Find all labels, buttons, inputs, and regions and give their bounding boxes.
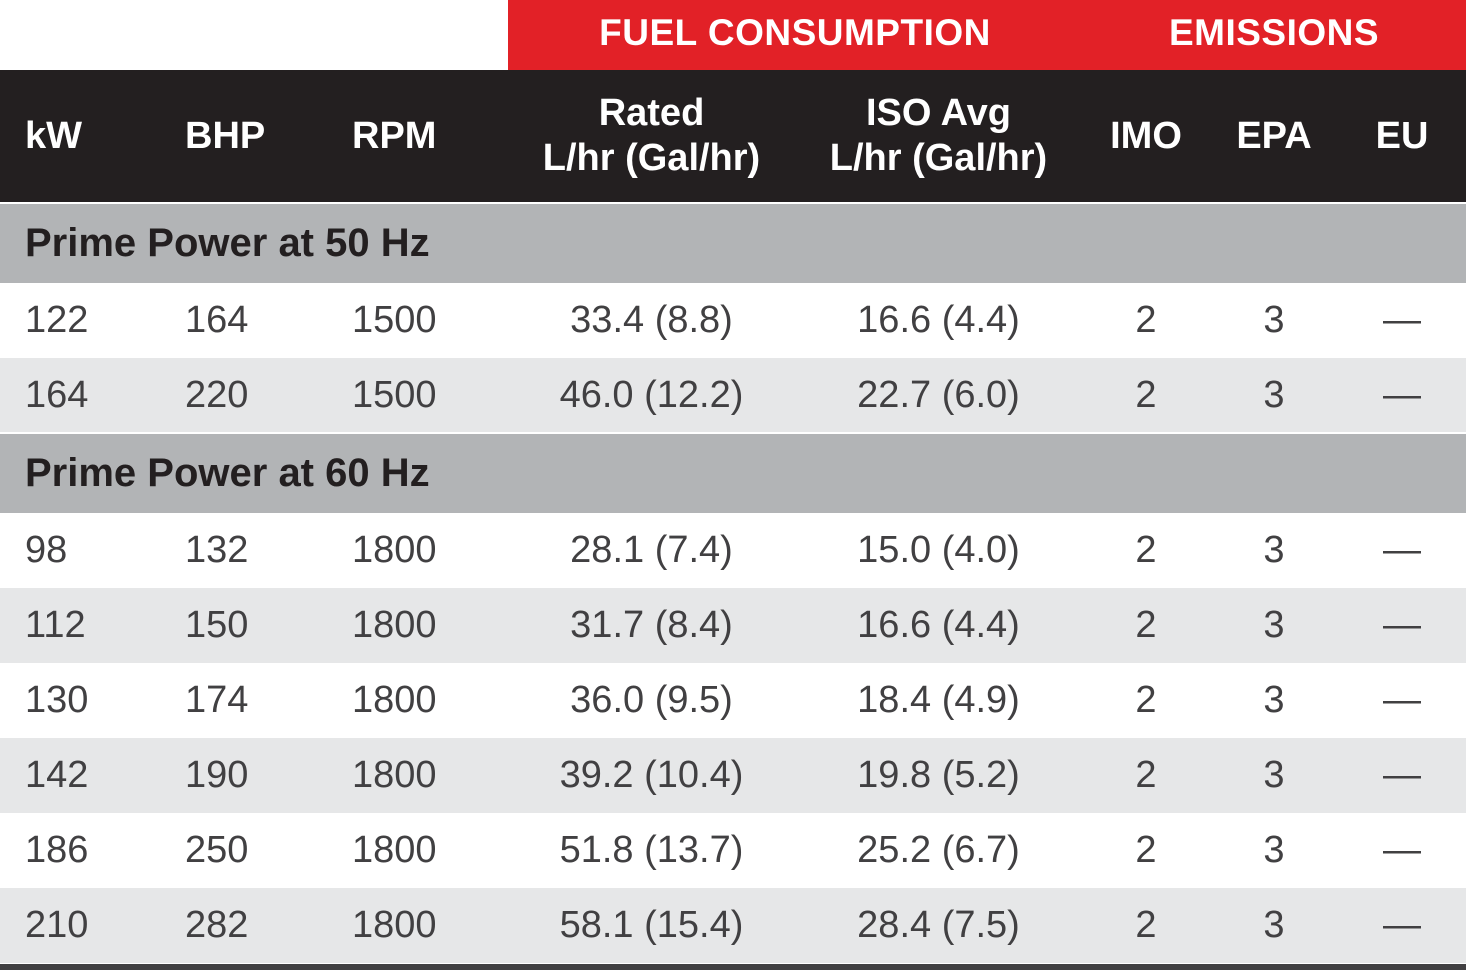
rated-line2: L/hr (Gal/hr) (542, 137, 761, 180)
table-row (0, 663, 1466, 738)
cell-kw: 130 (0, 663, 160, 738)
column-header-bhp: BHP (160, 70, 320, 203)
cell-bhp: 174 (160, 663, 320, 738)
cell-epa: 3 (1210, 813, 1338, 888)
bottom-rule (0, 964, 1466, 970)
cell-iso-avg-l-hr: 28.4 (7.5) (795, 888, 1082, 963)
cell-eu: — (1338, 283, 1466, 358)
section-header-row (0, 203, 1466, 283)
cell-epa: 3 (1210, 358, 1338, 433)
cell-rated-l-hr: 36.0 (9.5) (508, 663, 795, 738)
cell-epa: 3 (1210, 588, 1338, 663)
emissions-banner-label: EMISSIONS (1168, 12, 1380, 54)
column-header-imo: IMO (1082, 70, 1210, 203)
cell-iso-avg-l-hr: 16.6 (4.4) (795, 283, 1082, 358)
cell-epa: 3 (1210, 738, 1338, 813)
cell-rated-l-hr: 46.0 (12.2) (508, 358, 795, 433)
table-row (0, 513, 1466, 588)
cell-kw: 210 (0, 888, 160, 963)
cell-rpm: 1500 (320, 283, 508, 358)
cell-bhp: 132 (160, 513, 320, 588)
cell-imo: 2 (1082, 813, 1210, 888)
cell-rpm: 1800 (320, 513, 508, 588)
cell-bhp: 250 (160, 813, 320, 888)
cell-bhp: 190 (160, 738, 320, 813)
cell-epa: 3 (1210, 283, 1338, 358)
cell-imo: 2 (1082, 588, 1210, 663)
cell-epa: 3 (1210, 888, 1338, 963)
table-row (0, 283, 1466, 358)
cell-eu: — (1338, 663, 1466, 738)
cell-rpm: 1800 (320, 813, 508, 888)
cell-rpm: 1800 (320, 888, 508, 963)
category-banner-row (0, 0, 1466, 70)
cell-epa: 3 (1210, 513, 1338, 588)
cell-rpm: 1500 (320, 358, 508, 433)
fuel-consumption-banner-label: FUEL CONSUMPTION (599, 12, 991, 54)
cell-eu: — (1338, 813, 1466, 888)
cell-eu: — (1338, 513, 1466, 588)
header-row (0, 70, 1466, 203)
spec-table-header (0, 70, 1466, 203)
cell-imo: 2 (1082, 358, 1210, 433)
cell-kw: 142 (0, 738, 160, 813)
section-header-row (0, 433, 1466, 513)
cell-kw: 122 (0, 283, 160, 358)
iso-avg-line1: ISO Avg (866, 92, 1011, 135)
cell-eu: — (1338, 888, 1466, 963)
cell-iso-avg-l-hr: 15.0 (4.0) (795, 513, 1082, 588)
cell-kw: 186 (0, 813, 160, 888)
cell-rpm: 1800 (320, 588, 508, 663)
cell-iso-avg-l-hr: 19.8 (5.2) (795, 738, 1082, 813)
cell-imo: 2 (1082, 283, 1210, 358)
red-category-banner (508, 0, 1466, 70)
rated-line1: Rated (598, 92, 705, 135)
cell-bhp: 220 (160, 358, 320, 433)
cell-iso-avg-l-hr: 16.6 (4.4) (795, 588, 1082, 663)
cell-imo: 2 (1082, 738, 1210, 813)
cell-eu: — (1338, 588, 1466, 663)
cell-rated-l-hr: 33.4 (8.8) (508, 283, 795, 358)
cell-eu: — (1338, 738, 1466, 813)
cell-rpm: 1800 (320, 738, 508, 813)
cell-epa: 3 (1210, 663, 1338, 738)
column-header-epa: EPA (1210, 70, 1338, 203)
cell-eu: — (1338, 358, 1466, 433)
column-header-rpm: RPM (320, 70, 508, 203)
cell-rpm: 1800 (320, 663, 508, 738)
cell-kw: 98 (0, 513, 160, 588)
table-row (0, 888, 1466, 963)
cell-kw: 164 (0, 358, 160, 433)
table-row (0, 738, 1466, 813)
table-row (0, 358, 1466, 433)
column-header-iso-avg (795, 70, 1082, 203)
column-header-kw: kW (0, 70, 160, 203)
section-title: Prime Power at 50 Hz (0, 203, 1466, 283)
cell-bhp: 150 (160, 588, 320, 663)
table-row (0, 813, 1466, 888)
cell-imo: 2 (1082, 888, 1210, 963)
cell-rated-l-hr: 28.1 (7.4) (508, 513, 795, 588)
spec-table (0, 70, 1466, 963)
cell-rated-l-hr: 39.2 (10.4) (508, 738, 795, 813)
cell-iso-avg-l-hr: 25.2 (6.7) (795, 813, 1082, 888)
table-row (0, 588, 1466, 663)
column-header-rated (508, 70, 795, 203)
cell-rated-l-hr: 51.8 (13.7) (508, 813, 795, 888)
cell-imo: 2 (1082, 663, 1210, 738)
cell-rated-l-hr: 31.7 (8.4) (508, 588, 795, 663)
banner-spacer (0, 0, 508, 70)
cell-rated-l-hr: 58.1 (15.4) (508, 888, 795, 963)
cell-iso-avg-l-hr: 22.7 (6.0) (795, 358, 1082, 433)
column-header-eu: EU (1338, 70, 1466, 203)
iso-avg-line2: L/hr (Gal/hr) (829, 137, 1048, 180)
cell-bhp: 282 (160, 888, 320, 963)
spec-table-body (0, 203, 1466, 963)
section-title: Prime Power at 60 Hz (0, 433, 1466, 513)
cell-bhp: 164 (160, 283, 320, 358)
cell-imo: 2 (1082, 513, 1210, 588)
cell-iso-avg-l-hr: 18.4 (4.9) (795, 663, 1082, 738)
cell-kw: 112 (0, 588, 160, 663)
